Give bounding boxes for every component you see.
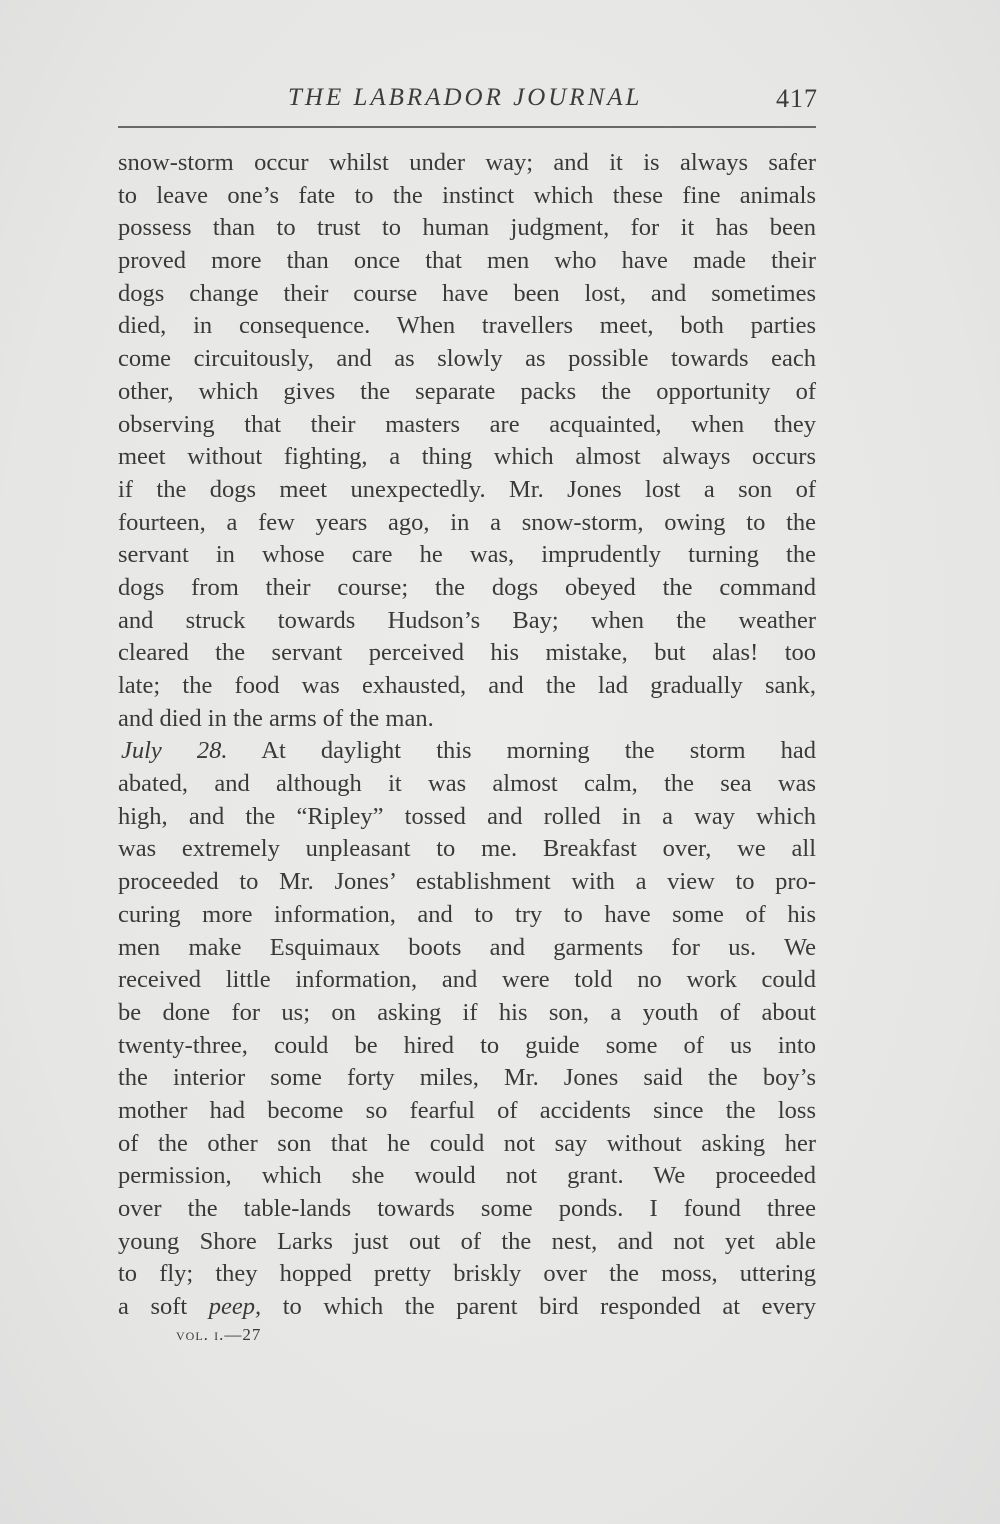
text-run: to which the parent bird responded at every	[282, 1293, 817, 1321]
text-line: come circuitously, and as slowly as possible towards each	[118, 345, 816, 373]
text-line: over the table-lands towards some ponds. I found three	[118, 1195, 816, 1222]
text-line: if the dogs meet unexpectedly. Mr. Jones lost a son of	[118, 475, 816, 503]
text-line: young Shore Larks just out of the nest, and not yet able	[118, 1227, 816, 1255]
text-line	[118, 1291, 816, 1324]
text-line: high, and the “Ripley” tossed and rolled in a way which	[118, 802, 816, 830]
text-line: was extremely unpleasant to me. Breakfast over, we all	[118, 835, 816, 863]
text-line: be done for us; on asking if his son, a youth of about	[118, 998, 816, 1026]
text-line: men make Esquimaux boots and garments for us. We	[118, 933, 816, 961]
text-line: to leave one’s fate to the instinct which these fine animals	[118, 181, 816, 209]
text-line: cleared the servant perceived his mistake, but alas! too	[118, 639, 816, 667]
signature-mark: vol. i.—27	[176, 1325, 262, 1344]
text-line: possess than to trust to human judgment, for it has been	[118, 214, 816, 242]
text-line: of the other son that he could not say without asking her	[118, 1129, 816, 1157]
text-line: twenty-three, could be hired to guide some of us into	[118, 1031, 816, 1059]
text-line: proved more than once that men who have made their	[118, 247, 816, 275]
text-line: dogs change their course have been lost, and sometimes	[118, 279, 816, 307]
text-line: permission, which she would not grant. We proceeded	[118, 1162, 816, 1190]
text-line: snow-storm occur whilst under way; and it is always safer	[118, 149, 816, 176]
text-line: mother had become so fearful of accidents since the loss	[118, 1096, 816, 1124]
text-line: died, in consequence. When travellers meet, both parties	[118, 312, 816, 340]
running-title: THE LABRADOR JOURNAL	[288, 84, 643, 111]
entry-date: July 28.	[121, 737, 228, 765]
text-run: At daylight this morning the storm had	[261, 737, 817, 765]
text-line: and struck towards Hudson’s Bay; when the weather	[118, 606, 816, 634]
text-line: to fly; they hopped pretty briskly over the moss, uttering	[118, 1260, 816, 1288]
text-line: abated, and although it was almost calm, the sea was	[118, 770, 816, 798]
text-line: fourteen, a few years ago, in a snow-storm, owing to the	[118, 508, 816, 536]
text-run: a soft	[118, 1293, 188, 1321]
body-text	[118, 147, 816, 1324]
text-line: other, which gives the separate packs the opportunity of	[118, 377, 816, 405]
header-rule	[118, 126, 816, 128]
text-line: curing more information, and to try to have some of his	[118, 900, 816, 928]
text-line: dogs from their course; the dogs obeyed the command	[118, 573, 816, 601]
text-line: late; the food was exhausted, and the lad gradually sank,	[118, 672, 816, 699]
text-line: meet without fighting, a thing which almost always occurs	[118, 443, 816, 471]
text-line: observing that their masters are acquainted, when they	[118, 410, 816, 438]
page-number: 417	[776, 84, 818, 113]
paragraph-start-line	[118, 735, 816, 768]
text-line: servant in whose care he was, imprudently turning the	[118, 541, 816, 569]
text-line: proceeded to Mr. Jones’ establishment with a view to pro-	[118, 868, 816, 896]
running-head	[118, 78, 818, 122]
text-line: the interior some forty miles, Mr. Jones said the boy’s	[118, 1064, 816, 1092]
text-line: received little information, and were told no work could	[118, 966, 816, 994]
paragraph-end-line: and died in the arms of the man.	[118, 704, 434, 732]
italic-word: peep,	[208, 1293, 262, 1321]
